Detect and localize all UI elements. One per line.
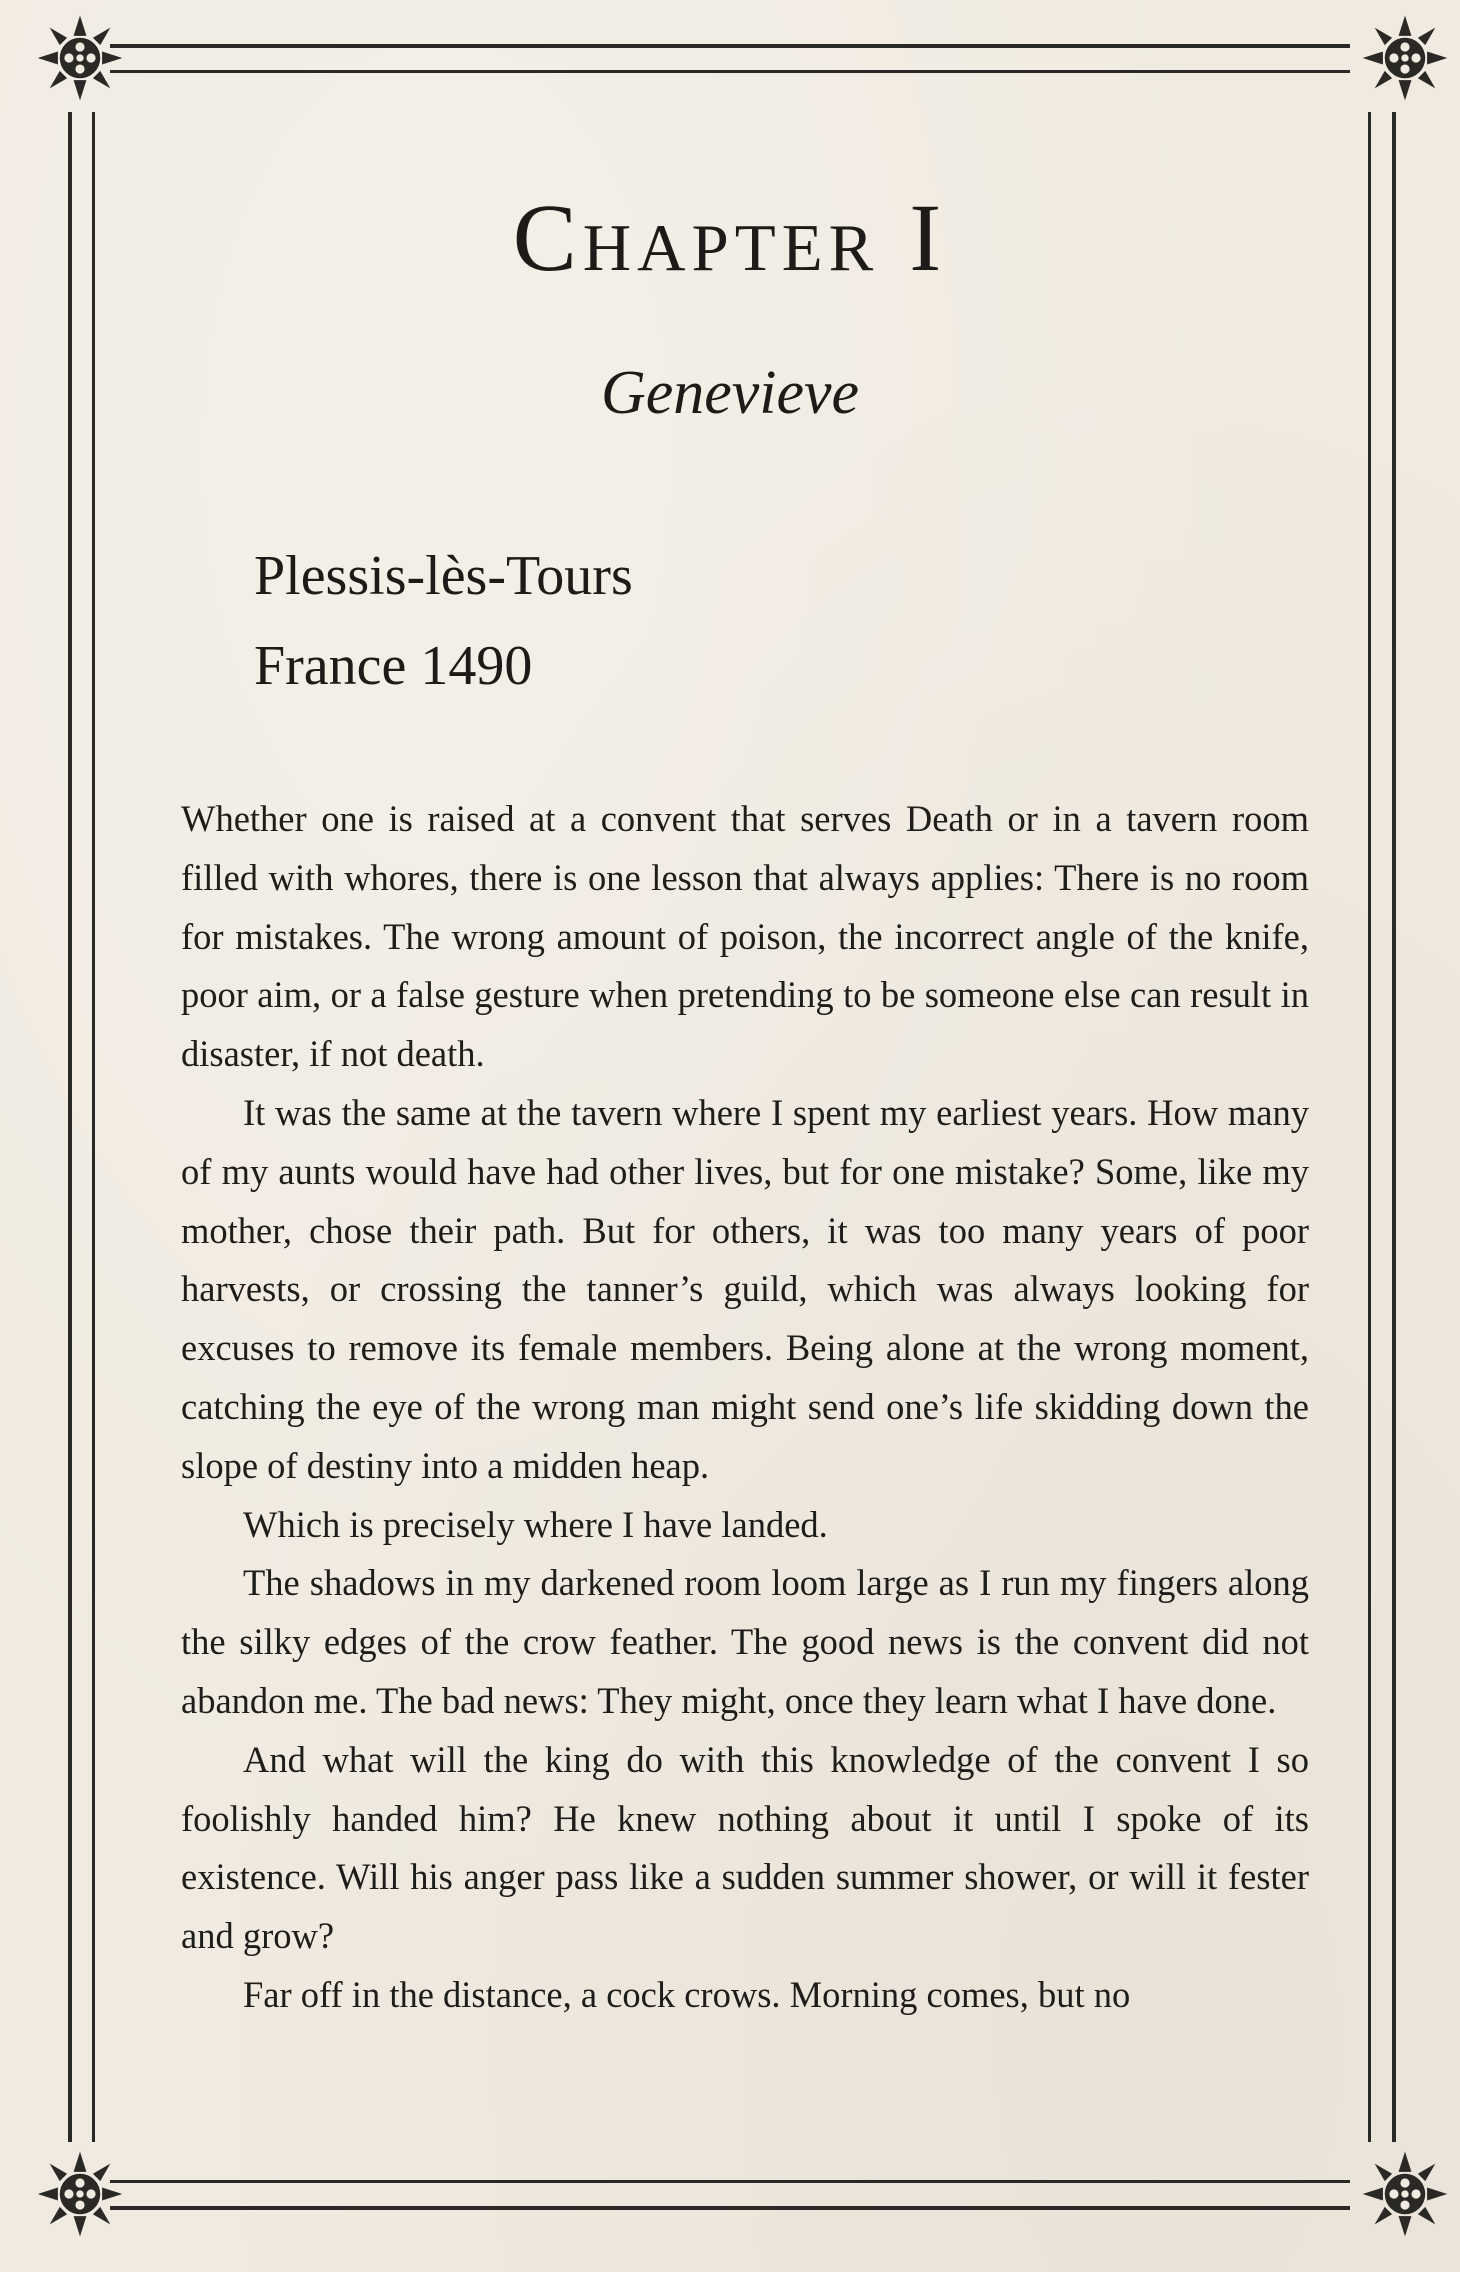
star-flower-ornament-icon bbox=[1359, 12, 1451, 104]
paragraph: Whether one is raised at a convent that serves Death or in a tavern room filled with whores, there is one lesson that always applies: There is no room for mistakes. The wrong amount of poison, the incorrect angle of the knife, poor aim, or a false gesture when pretending to be someone else can result in disaster, if not death. bbox=[181, 798, 1309, 1075]
star-flower-ornament-icon bbox=[34, 2148, 126, 2240]
chapter-title: Chapter I bbox=[512, 184, 948, 291]
bottom-border-outer bbox=[110, 2206, 1350, 2210]
bottom-border-inner bbox=[110, 2180, 1350, 2183]
paragraph: Far off in the distance, a cock crows. Morning comes, but no bbox=[243, 1973, 1131, 2015]
star-flower-ornament-icon bbox=[1359, 2148, 1451, 2240]
star-flower-ornament-icon bbox=[34, 12, 126, 104]
top-border-inner bbox=[110, 70, 1350, 73]
top-border-outer bbox=[110, 44, 1350, 48]
paragraph: And what will the king do with this knowledge of the convent I so foolishly handed him? He knew nothing about it until I spoke of its existence. Will his anger pass like a sudden summer shower, or will it fester and grow? bbox=[181, 1738, 1309, 1957]
paragraph: It was the same at the tavern where I spent my earliest years. How many of my aunts would have had other lives, but for one mistake? Some, like my mother, chose their path. But for others, it was too many years of poor harvests, or crossing the tanner’s guild, which was always looking for excuses to remove its female members. Being alone at the wrong moment, catching the eye of the wrong man might send one’s life skidding down the slope of destiny into a midden heap. bbox=[181, 1091, 1309, 1486]
chapter-subtitle: Genevieve bbox=[600, 359, 860, 427]
location-country-year: France 1490 bbox=[254, 635, 533, 697]
location-place: Plessis-lès-Tours bbox=[254, 545, 633, 607]
paragraph: Which is precisely where I have landed. bbox=[243, 1503, 828, 1545]
chapter-body bbox=[181, 790, 1309, 2025]
paragraph: The shadows in my darkened room loom large as I run my fingers along the silky edges of the crow feather. The good news is the convent did not abandon me. The bad news: They might, once they learn what I have done. bbox=[181, 1562, 1309, 1721]
